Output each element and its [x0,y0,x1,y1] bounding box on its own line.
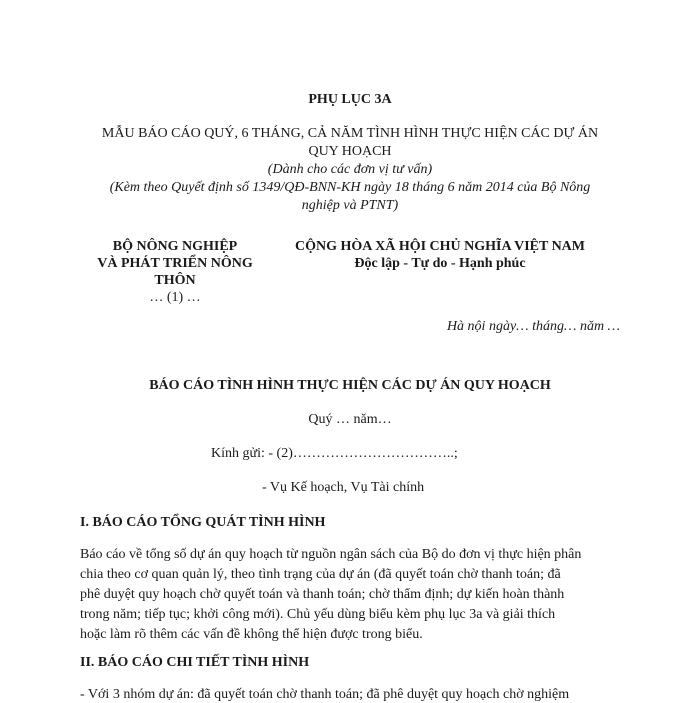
attached-decision-line1: (Kèm theo Quyết định số 1349/QĐ-BNN-KH ngày 18 tháng 6 năm 2014 của Bộ Nông [109,180,591,195]
ministry-line2: VÀ PHÁT TRIỂN NÔNG [97,256,253,271]
national-header-block [250,238,630,272]
form-title-line1: MẪU BÁO CÁO QUÝ, 6 THÁNG, CẢ NĂM TÌNH HÌNH THỰC HIỆN CÁC DỰ ÁN [101,126,599,141]
ministry-line1: BỘ NÔNG NGHIỆP [112,239,238,254]
section2-line1: - Với 3 nhóm dự án: đã quyết toán chờ thanh toán; đã phê duyệt quy hoạch chờ nghiệm [80,687,570,702]
report-title: BÁO CÁO TÌNH HÌNH THỰC HIỆN CÁC DỰ ÁN QUY HOẠCH [149,378,551,393]
section1-heading: I. BÁO CÁO TỔNG QUÁT TÌNH HÌNH [80,515,326,530]
section1-paragraph [80,545,620,645]
recipient-line2: - Vụ Kế hoạch, Vụ Tài chính [262,480,425,495]
section1-line4: trong năm; tiếp tục; khởi công mới). Chủ yếu dùng biểu kèm phụ lục 3a và giải thích [80,607,556,622]
recipient-line: Kính gửi: - (2)……………………………..; [211,446,458,461]
ministry-line3: THÔN [154,273,196,288]
form-title-line2: QUY HOẠCH [308,144,392,159]
place-date-line: Hà nội ngày… tháng… năm … [446,319,620,334]
for-whom-note: (Dành cho các đơn vị tư vấn) [267,162,433,177]
attached-decision-line2: nghiệp và PTNT) [301,198,399,213]
national-motto: Độc lập - Tự do - Hạnh phúc [354,256,526,271]
ministry-name-block [80,238,270,306]
section1-line3: phê duyệt quy hoạch chờ quyết toán và thanh toán; chờ thẩm định; dự kiến hoàn thành [80,587,565,602]
unit-placeholder: … (1) … [149,290,201,305]
section1-line5: hoặc làm rõ thêm các vấn đề không thể hiện được trong biểu. [80,627,423,642]
appendix-title: PHỤ LỤC 3A [308,92,392,107]
section1-line1: Báo cáo về tổng số dự án quy hoạch từ nguồn ngân sách của Bộ do đơn vị thực hiện phân [80,547,582,562]
republic-name: CỘNG HÒA XÃ HỘI CHỦ NGHĨA VIỆT NAM [294,239,585,254]
section1-line2: chia theo cơ quan quản lý, theo tình trạng của dự án (đã quyết toán chờ thanh toán; đã [80,567,561,582]
section2-heading: II. BÁO CÁO CHI TIẾT TÌNH HÌNH [80,655,310,670]
report-period: Quý … năm… [308,412,392,427]
